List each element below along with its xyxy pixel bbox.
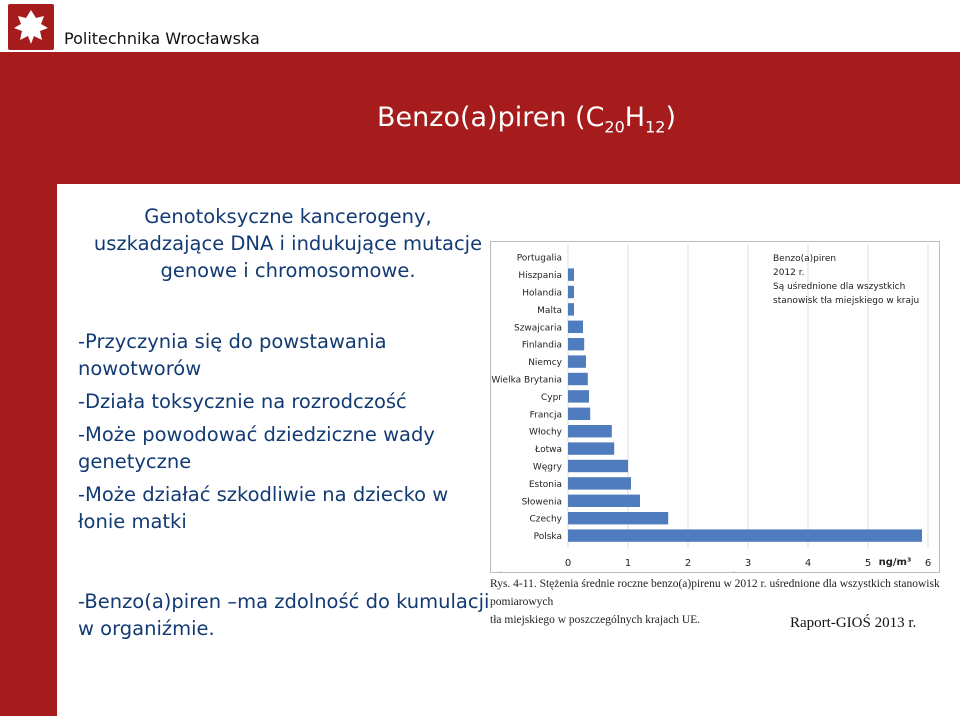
bar bbox=[568, 425, 612, 437]
bar-chart bbox=[490, 241, 940, 573]
category-label: Wielka Brytania bbox=[491, 375, 562, 386]
legend-text: Są uśrednione dla wszystkich bbox=[773, 282, 906, 292]
list-item: -Przyczynia się do powstawania nowotworów bbox=[78, 330, 387, 380]
legend-text: Benzo(a)piren bbox=[773, 254, 837, 264]
category-label: Francja bbox=[529, 410, 562, 421]
top-bar bbox=[0, 0, 960, 52]
category-label: Holandia bbox=[522, 288, 562, 299]
bar bbox=[568, 338, 584, 350]
category-label: Cypr bbox=[540, 392, 562, 403]
tick-label: 4 bbox=[804, 557, 812, 569]
slide-title: Benzo(a)piren $(C_{20}H_{12})$ bbox=[377, 102, 676, 137]
effects-list bbox=[78, 328, 498, 541]
category-label: Finlandia bbox=[521, 340, 562, 351]
bar bbox=[568, 321, 583, 333]
category-label: Portugalia bbox=[516, 253, 562, 264]
list-item: -Może działać szkodliwie na dziecko w łonie matki bbox=[78, 483, 449, 533]
tick-label: 0 bbox=[564, 557, 572, 569]
closing-text: -Benzo(a)piren –ma zdolność do kumulacji w organiźmie. bbox=[78, 590, 490, 640]
bar bbox=[568, 495, 640, 507]
chart-canvas bbox=[491, 242, 939, 572]
category-label: Łotwa bbox=[535, 445, 562, 456]
bar bbox=[568, 303, 574, 315]
caption-line-1: Rys. 4-11. Stężenia średnie roczne benzo(a)pirenu w 2012 r. uśrednione dla wszystkich stanowisk pomiarowych bbox=[490, 578, 940, 608]
category-label: Szwajcaria bbox=[514, 323, 562, 334]
category-label: Polska bbox=[533, 532, 562, 543]
bar bbox=[568, 477, 631, 489]
bar bbox=[568, 442, 614, 454]
category-label: Włochy bbox=[529, 427, 562, 438]
legend-text: stanowisk tła miejskiego w kraju bbox=[773, 296, 920, 306]
category-label: Czechy bbox=[529, 514, 562, 525]
bar bbox=[568, 268, 574, 280]
category-label: Estonia bbox=[528, 479, 562, 490]
intro-text: Genotoksyczne kancerogeny, uszkadzające DNA i indukujące mutacje genowe i chromosomowe. bbox=[93, 205, 483, 282]
bar bbox=[568, 286, 574, 298]
unit-label: ng/m³ bbox=[878, 556, 912, 568]
category-label: Niemcy bbox=[528, 358, 562, 369]
bar bbox=[568, 460, 628, 472]
tick-label: 1 bbox=[624, 557, 632, 569]
category-label: Węgry bbox=[532, 462, 562, 473]
bar bbox=[568, 355, 586, 367]
university-name: Politechnika Wrocławska bbox=[64, 29, 260, 48]
side-band bbox=[0, 52, 57, 716]
legend-text: 2012 r. bbox=[773, 268, 805, 278]
eagle-icon bbox=[8, 4, 54, 50]
university-logo bbox=[8, 4, 54, 50]
list-item: -Działa toksycznie na rozrodczość bbox=[78, 390, 407, 413]
caption-line-2: tła miejskiego w poszczególnych krajach UE. bbox=[490, 614, 701, 626]
bar bbox=[568, 408, 590, 420]
tick-label: 6 bbox=[924, 557, 932, 569]
tick-label: 5 bbox=[864, 557, 872, 569]
tick-label: 3 bbox=[744, 557, 752, 569]
bar bbox=[568, 390, 589, 402]
category-label: Słowenia bbox=[521, 497, 562, 508]
bar bbox=[568, 529, 922, 541]
bar bbox=[568, 373, 588, 385]
bar bbox=[568, 512, 668, 524]
tick-label: 2 bbox=[684, 557, 692, 569]
category-label: Malta bbox=[537, 305, 562, 316]
list-item: -Może powodować dziedziczne wady genetyczne bbox=[78, 423, 435, 473]
report-reference: Raport-GIOŚ 2013 r. bbox=[790, 615, 917, 631]
category-label: Hiszpania bbox=[518, 271, 562, 282]
